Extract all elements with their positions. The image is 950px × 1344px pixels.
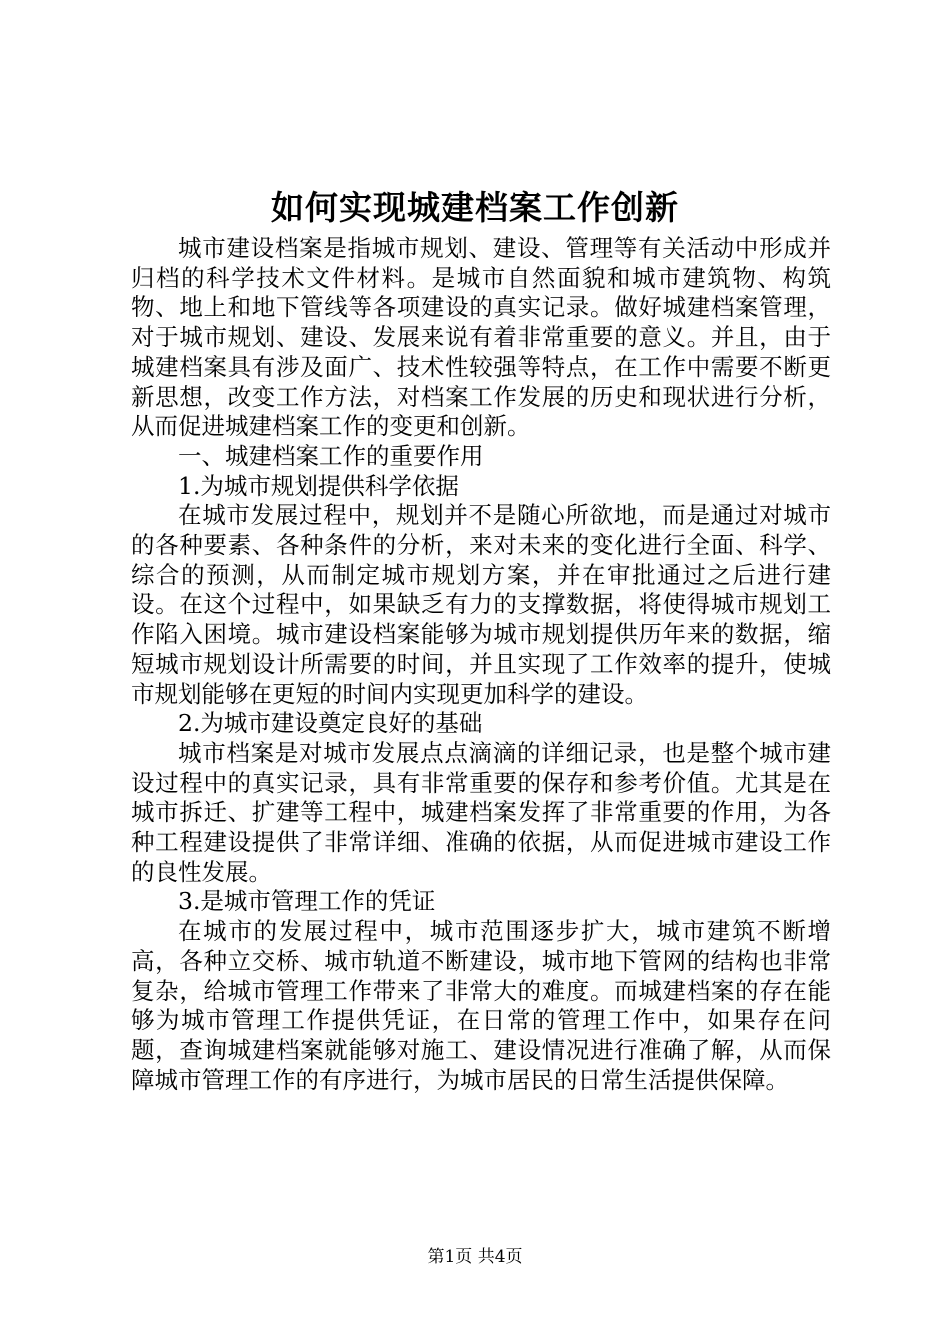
intro-paragraph: 城市建设档案是指城市规划、建设、管理等有关活动中形成并归档的科学技术文件材料。是城市自然面貌和城市建筑物、构筑物、地上和地下管线等各项建设的真实记录。做好城建档案管理，对于城市规划、建设、发展来说有着非常重要的意义。并且，由于城建档案具有涉及面广、技术性较强等特点，在工作中需要不断更新思想，改变工作方法，对档案工作发展的历史和现状进行分析，从而促进城建档案工作的变更和创新。	[131, 234, 831, 441]
subsection-heading-1: 1.为城市规划提供科学依据	[178, 471, 459, 500]
subsection-heading-2: 2.为城市建设奠定良好的基础	[178, 709, 483, 738]
subsection-heading-3: 3.是城市管理工作的凭证	[178, 887, 436, 916]
paragraph-construction: 城市档案是对城市发展点点滴滴的详细记录，也是整个城市建设过程中的真实记录，具有非常重要的保存和参考价值。尤其是在城市拆迁、扩建等工程中，城建档案发挥了非常重要的作用，为各种工程建设提供了非常详细、准确的依据，从而促进城市建设工作的良性发展。	[131, 738, 831, 886]
page-number-footer: 第1页 共4页	[427, 1247, 523, 1267]
document-body	[131, 234, 831, 1095]
document-title: 如何实现城建档案工作创新	[271, 188, 679, 227]
paragraph-management: 在城市的发展过程中，城市范围逐步扩大，城市建筑不断增高，各种立交桥、城市轨道不断建设，城市地下管网的结构也非常复杂，给城市管理工作带来了非常大的难度。而城建档案的存在能够为城市管理工作提供凭证，在日常的管理工作中，如果存在问题，查询城建档案就能够对施工、建设情况进行准确了解，从而保障城市管理工作的有序进行，为城市居民的日常生活提供保障。	[131, 917, 831, 1094]
paragraph-planning: 在城市发展过程中，规划并不是随心所欲地，而是通过对城市的各种要素、各种条件的分析，来对未来的变化进行全面、科学、综合的预测，从而制定城市规划方案，并在审批通过之后进行建设。在这个过程中，如果缺乏有力的支撑数据，将使得城市规划工作陷入困境。城市建设档案能够为城市规划提供历年来的数据，缩短城市规划设计所需要的时间，并且实现了工作效率的提升，使城市规划能够在更短的时间内实现更加科学的建设。	[131, 501, 831, 708]
section-heading-1: 一、城建档案工作的重要作用	[178, 441, 484, 470]
